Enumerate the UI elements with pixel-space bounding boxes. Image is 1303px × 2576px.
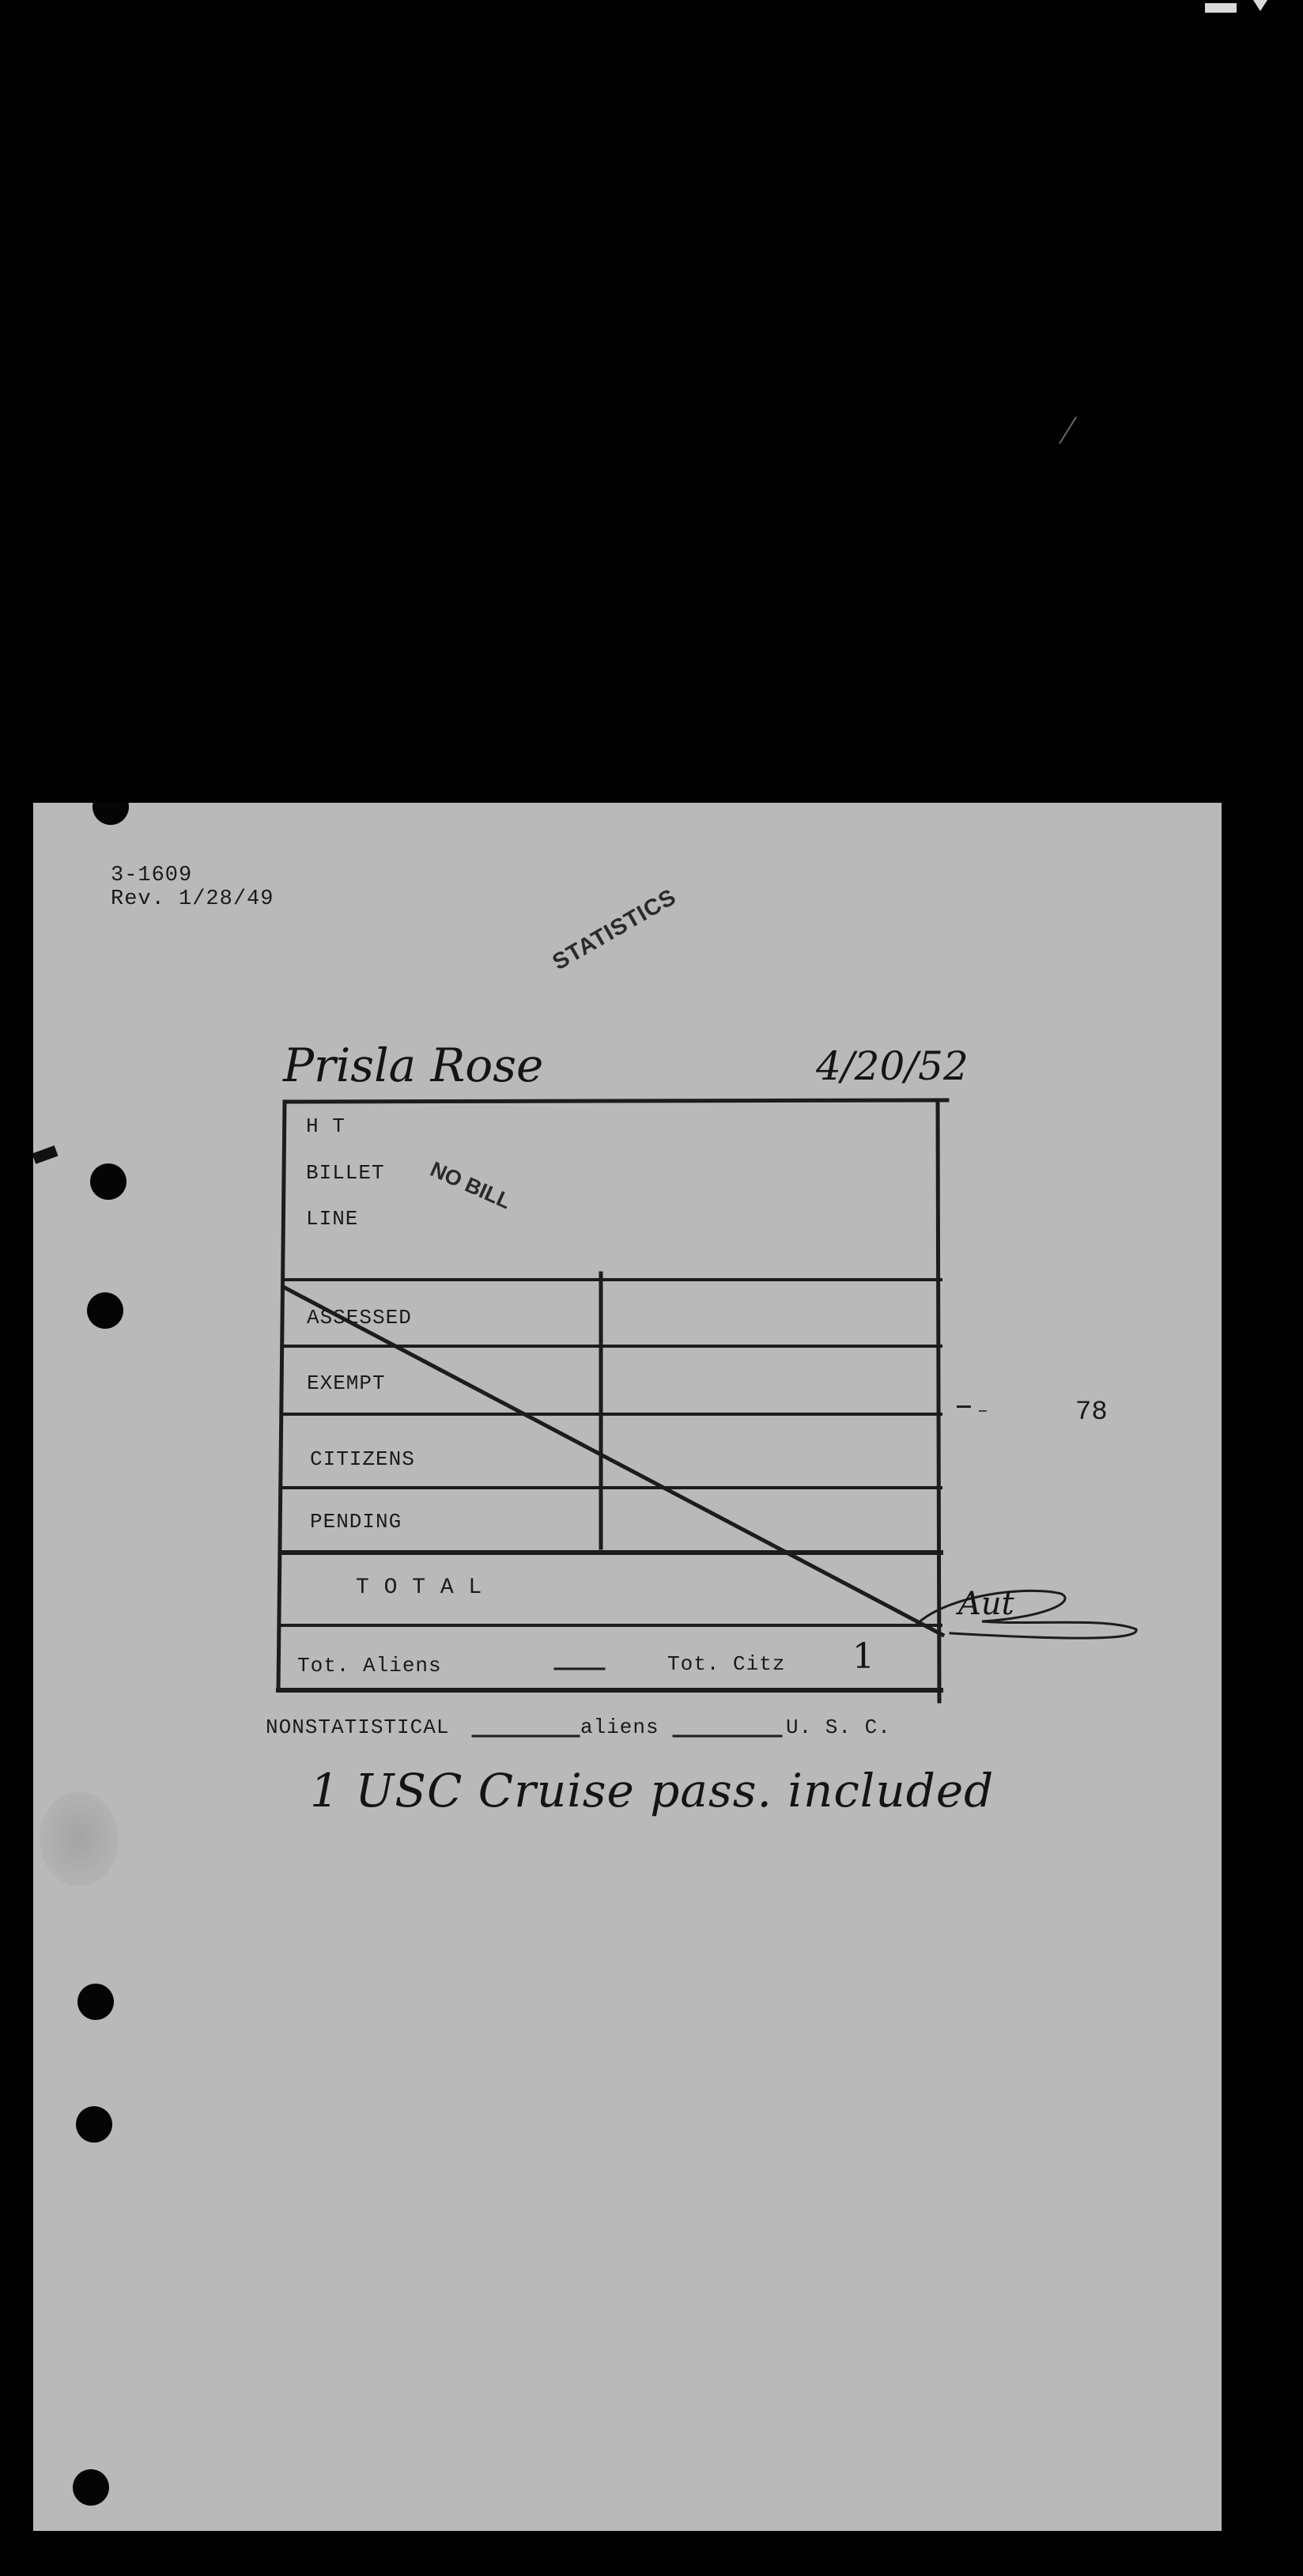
label-exempt: EXEMPT bbox=[307, 1371, 386, 1395]
margin-tick bbox=[957, 1405, 971, 1408]
label-billet: BILLET bbox=[306, 1161, 385, 1185]
citizens-total-handwritten: 1 bbox=[852, 1636, 874, 1677]
statistics-stamp: STATISTICS bbox=[548, 883, 681, 976]
label-tot-aliens: Tot. Aliens bbox=[297, 1654, 442, 1678]
date-handwritten: 4/20/52 bbox=[816, 1043, 969, 1089]
table-grid bbox=[33, 803, 1222, 2531]
document-page bbox=[33, 803, 1222, 2531]
margin-number: 78 bbox=[1075, 1398, 1108, 1428]
label-ht: H T bbox=[306, 1114, 346, 1138]
label-usc: U. S. C. bbox=[786, 1715, 891, 1739]
label-line: LINE bbox=[306, 1207, 359, 1231]
stray-mark bbox=[1059, 417, 1077, 444]
initials-handwritten: Aut bbox=[958, 1586, 1014, 1622]
label-citizens: CITIZENS bbox=[310, 1447, 415, 1471]
label-total: T O T A L bbox=[356, 1575, 483, 1600]
no-bill-stamp: NO BILL bbox=[426, 1157, 515, 1214]
label-tot-citizens: Tot. Citz bbox=[667, 1652, 786, 1676]
scanner-widget-bar bbox=[1205, 3, 1237, 13]
label-assessed: ASSESSED bbox=[307, 1306, 412, 1330]
label-nonstatistical: NONSTATISTICAL bbox=[266, 1715, 450, 1739]
margin-tick bbox=[979, 1410, 987, 1412]
label-pending: PENDING bbox=[310, 1510, 402, 1534]
label-aliens: aliens bbox=[580, 1715, 659, 1739]
note-handwritten: 1 USC Cruise pass. included bbox=[310, 1764, 995, 1818]
form-code: 3-1609 bbox=[111, 864, 193, 887]
ship-name-handwritten: Prisla Rose bbox=[283, 1038, 544, 1092]
form-revision: Rev. 1/28/49 bbox=[111, 887, 274, 911]
dropdown-arrow-icon bbox=[1253, 0, 1267, 11]
